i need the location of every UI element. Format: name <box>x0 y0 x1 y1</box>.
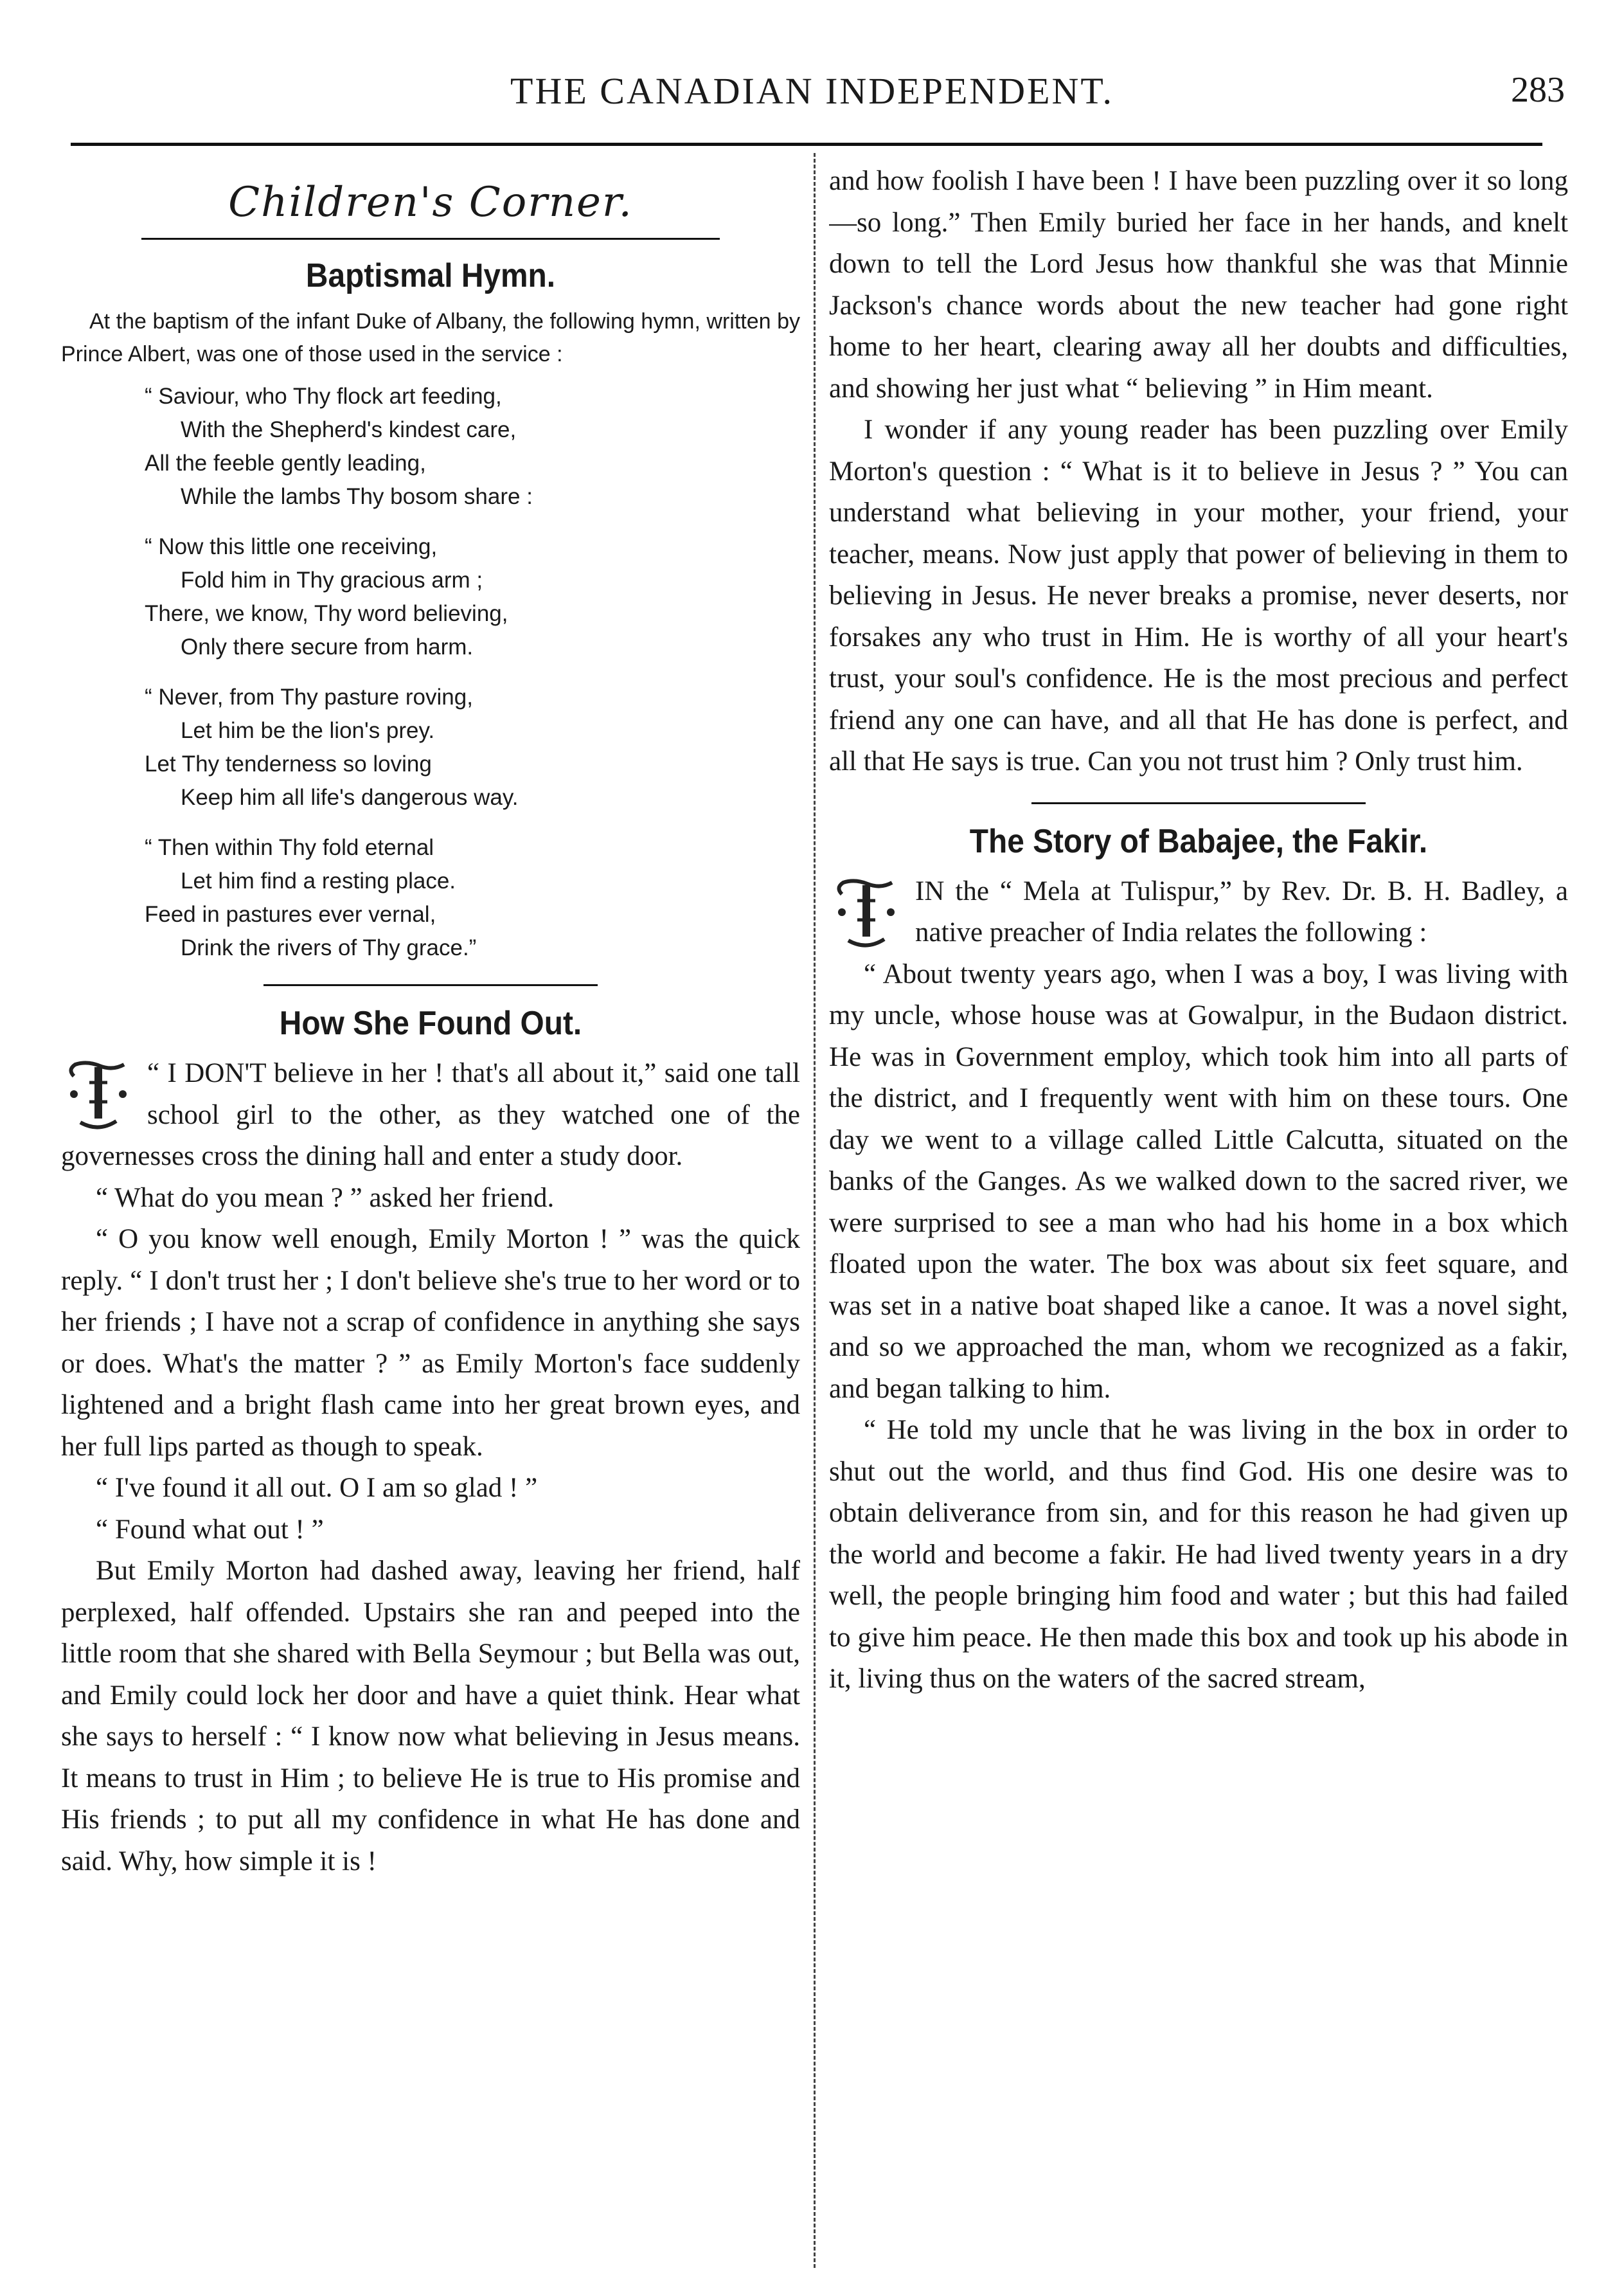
story-paragraph: “ I've found it all out. O I am so glad ! ” <box>96 1473 538 1503</box>
hymn-line: “ Saviour, who Thy flock art feeding, <box>145 384 502 409</box>
story-paragraph: I wonder if any young reader has been puzzling over Emily Morton's question : “ What is it to believe in Jesus ? ” You can understand what believing in your mother, your friend, your teacher, means. Now just apply that power of believing in them to believing in Jesus. He never breaks a promise, never deserts, nor forsakes any who trust in Him. He is worthy of all your heart's trust, your soul's confidence. He is the most precious and perfect friend any one can have, and all that He has done is perfect, and all that He says is true. Can you not trust him ? Only trust him. <box>829 415 1568 777</box>
hymn-line: While the lambs Thy bosom share : <box>181 484 533 509</box>
hymn-line: With the Shepherd's kindest care, <box>181 417 517 442</box>
hymn-title: Baptismal Hymn. <box>305 257 556 294</box>
hymn-line: Only there secure from harm. <box>181 634 474 660</box>
journal-title: THE CANADIAN INDEPENDENT. <box>510 70 1114 112</box>
story-paragraph: But Emily Morton had dashed away, leaving her friend, half perplexed, half offended. Upstairs she ran and peeped into the little room that she shared with Bella Seymour ; but Bella was out, and Emily could lock her door and have a quiet think. Hear what she says to herself : “ I know now what believing in Jesus means. It means to trust in Him ; to believe He is true to His promise and His friends ; to put all my confidence in what He has done and said. Why, how simple it is ! <box>61 1556 800 1876</box>
hymn-line: “ Then within Thy fold eternal <box>145 835 434 860</box>
running-head <box>0 64 1624 122</box>
heading-rule <box>141 238 720 240</box>
hymn-line: Feed in pastures ever vernal, <box>145 902 436 927</box>
hymn-line: “ Now this little one receiving, <box>145 534 438 559</box>
story-paragraph: “ Found what out ! ” <box>96 1514 324 1545</box>
story-paragraph: “ What do you mean ? ” asked her friend. <box>96 1182 555 1213</box>
hymn-line: There, we know, Thy word believing, <box>145 601 508 626</box>
page-number: 283 <box>1511 70 1565 110</box>
ornamental-initial-icon <box>829 875 905 952</box>
story-paragraph: “ O you know well enough, Emily Morton ! ” was the quick reply. “ I don't trust her ; I don't believe she's true to her word or to her friends ; I have not a scrap of confidence in anything she says or does. What's the matter ? ” as Emily Morton's face suddenly lightened and a bright flash came into her great brown eyes, and her full lips parted as though to speak. <box>61 1224 800 1462</box>
hymn-stanza-2 <box>145 530 800 664</box>
hymn-stanza-1 <box>145 380 800 514</box>
hymn-line: “ Never, from Thy pasture roving, <box>145 685 473 710</box>
ornamental-initial-icon <box>61 1057 137 1134</box>
header-rule <box>71 143 1542 146</box>
hymn-line: Let him be the lion's prey. <box>181 718 435 743</box>
hymn-line: All the feeble gently leading, <box>145 451 426 476</box>
left-column <box>61 161 800 2276</box>
story-title-how-she-found-out: How She Found Out. <box>279 1005 582 1042</box>
section-rule <box>1031 802 1366 804</box>
hymn-line: Fold him in Thy gracious arm ; <box>181 568 483 593</box>
section-heading-childrens-corner: Children's Corner. <box>228 179 633 226</box>
hymn-line: Let him find a resting place. <box>181 868 456 894</box>
story-paragraph: and how foolish I have been ! I have been puzzling over it so long—so long.” Then Emily buried her face in her hands, and knelt down to tell the Lord Jesus how thankful she was that Minnie Jackson's chance words about the new teacher had gone right home to her heart, clearing away all her doubts and difficulties, and showing her just what “ believing ” in Him meant. <box>829 166 1568 404</box>
right-column <box>829 161 1568 2276</box>
story-paragraph: “ He told my uncle that he was living in the box in order to shut out the world, and thus find God. His one desire was to obtain deliverance from sin, and for this reason he had given up the world and become a fakir. He had lived twenty years in a dry well, the people bringing him food and water ; but this had failed to give him peace. He then made this box and took up his abode in it, living thus on the waters of the sacred stream, <box>829 1415 1568 1694</box>
hymn-intro: At the baptism of the infant Duke of Albany, the following hymn, written by Prince Albert, was one of those used in the service : <box>61 309 800 366</box>
hymn-stanza-3 <box>145 681 800 814</box>
hymn-line: Drink the rivers of Thy grace.” <box>181 935 477 960</box>
story-title-babajee: The Story of Babajee, the Fakir. <box>969 822 1428 860</box>
story-paragraph: “ I DON'T believe in her ! that's all about it,” said one tall school girl to the other, as they watched one of the governesses cross the dining hall and enter a study door. <box>61 1058 800 1171</box>
story-paragraph: “ About twenty years ago, when I was a boy, I was living with my uncle, whose house was at Gowalpur, in the Budaon district. He was in Government employ, which took him into all parts of the district, and I frequently went with him on these tours. One day we went to a village called Little Calcutta, situated on the banks of the Ganges. As we walked down to the sacred river, we were surprised to see a man who had his home in a box which floated upon the water. The box was about six feet square, and was set in a native boat shaped like a canoe. It was a novel sight, and so we approached the man, whom we recognized as a fakir, and began talking to him. <box>829 958 1568 1404</box>
story-paragraph: IN the “ Mela at Tulispur,” by Rev. Dr. B. H. Badley, a native preacher of India relates the following : <box>915 876 1568 948</box>
hymn-line: Let Thy tenderness so loving <box>145 751 432 777</box>
section-rule <box>263 984 598 986</box>
column-divider <box>814 153 816 2268</box>
hymn-stanza-4 <box>145 831 800 965</box>
hymn-line: Keep him all life's dangerous way. <box>181 785 519 810</box>
